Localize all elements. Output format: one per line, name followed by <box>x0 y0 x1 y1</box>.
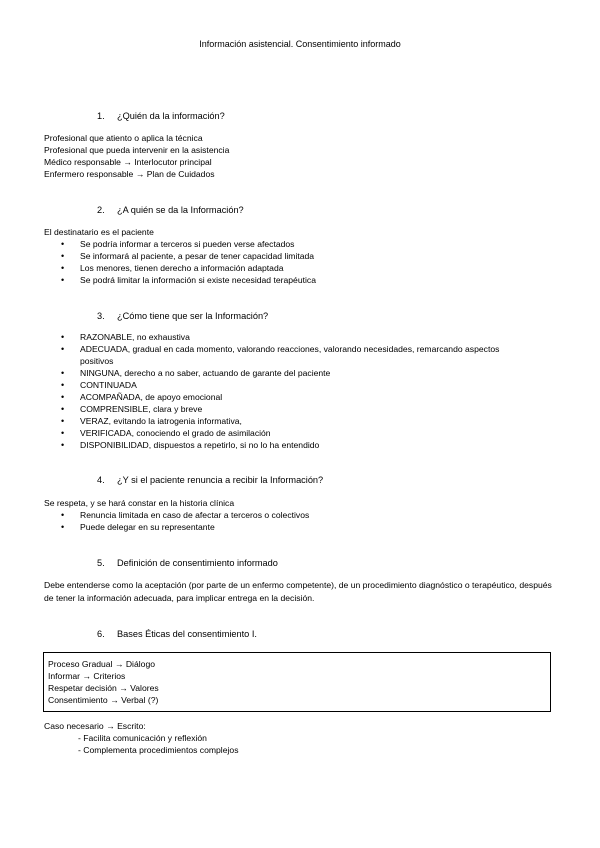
list-item: • VERAZ, evitando la iatrogenia informativa, <box>44 415 554 427</box>
intro-line: El destinatario es el paciente <box>44 227 154 237</box>
list-item: • COMPRENSIBLE, clara y breve <box>44 403 554 415</box>
list-item: • CONTINUADA <box>44 379 554 391</box>
list-item: • Se informará al paciente, a pesar de tener capacidad limitada <box>44 250 554 262</box>
section-number: 2. <box>97 205 105 215</box>
document-title: Información asistencial. Consentimiento informado <box>199 39 401 49</box>
section-4-body <box>44 497 554 533</box>
bullet-list <box>44 238 554 286</box>
section-title: Bases Éticas del consentimiento I. <box>117 629 257 639</box>
section-title: Definición de consentimiento informado <box>117 558 278 568</box>
intro-line: Caso necesario → Escrito: <box>44 721 146 731</box>
box-line: Respetar decisión → Valores <box>48 683 159 693</box>
section-2-body <box>44 226 554 286</box>
list-item: • RAZONABLE, no exhaustiva <box>44 331 554 343</box>
section-title: ¿Quién da la información? <box>117 111 225 121</box>
intro-line: Se respeta, y se hará constar en la historia clínica <box>44 498 235 508</box>
section-title: ¿A quién se da la Información? <box>117 205 244 215</box>
section-title: ¿Y si el paciente renuncia a recibir la Información? <box>117 475 324 485</box>
section-6-after <box>44 720 554 756</box>
section-number: 5. <box>97 558 105 568</box>
section-title: ¿Cómo tiene que ser la Información? <box>117 311 269 321</box>
bullet-list <box>44 509 554 533</box>
section-1-heading <box>97 110 225 122</box>
section-3-body <box>44 331 554 451</box>
list-item: • Los menores, tienen derecho a información adaptada <box>44 262 554 274</box>
text-line: Profesional que atiento o aplica la técnica <box>44 133 203 143</box>
text-line: Médico responsable → Interlocutor principal <box>44 157 212 167</box>
section-number: 3. <box>97 311 105 321</box>
list-item: • Se podría informar a terceros si pueden verse afectados <box>44 238 554 250</box>
list-item: • NINGUNA, derecho a no saber, actuando de garante del paciente <box>44 367 554 379</box>
section-5-heading <box>97 557 278 569</box>
text-line: Enfermero responsable → Plan de Cuidados <box>44 169 215 179</box>
list-item: • ADECUADA, gradual en cada momento, valorando reacciones, valorando necesidades, remarcando aspectos positivos <box>44 343 554 367</box>
list-item: • ACOMPAÑADA, de apoyo emocional <box>44 391 554 403</box>
section-number: 4. <box>97 475 105 485</box>
list-item: • Se podrá limitar la información si existe necesidad terapéutica <box>44 274 554 286</box>
section-3-heading <box>97 310 268 322</box>
list-item: • VERIFICADA, conociendo el grado de asimilación <box>44 427 554 439</box>
box-line: Proceso Gradual → Diálogo <box>48 659 155 669</box>
definition-paragraph: Debe entenderse como la aceptación (por parte de un enfermo competente), de un procedimiento diagnóstico o terapéutico, después de tener la información adecuada, para implicar entrega en la decisión. <box>44 580 552 603</box>
list-item: • Renuncia limitada en caso de afectar a terceros o colectivos <box>44 509 554 521</box>
section-6-heading <box>97 628 257 640</box>
section-2-heading <box>97 204 244 216</box>
text-line: Profesional que pueda intervenir en la asistencia <box>44 145 230 155</box>
box-line: Informar → Criterios <box>48 671 126 681</box>
section-number: 6. <box>97 629 105 639</box>
list-item: • DISPONIBILIDAD, dispuestos a repetirlo, si no lo ha entendido <box>44 439 554 451</box>
list-item: • Puede delegar en su representante <box>44 521 554 533</box>
box-line: Consentimiento → Verbal (?) <box>48 695 159 705</box>
section-1-body <box>44 132 554 180</box>
section-4-heading <box>97 474 323 486</box>
ethics-box <box>43 652 551 712</box>
section-number: 1. <box>97 111 105 121</box>
dash-item: - Complementa procedimientos complejos <box>78 745 239 755</box>
dash-item: - Facilita comunicación y reflexión <box>78 733 207 743</box>
bullet-list <box>44 331 554 451</box>
